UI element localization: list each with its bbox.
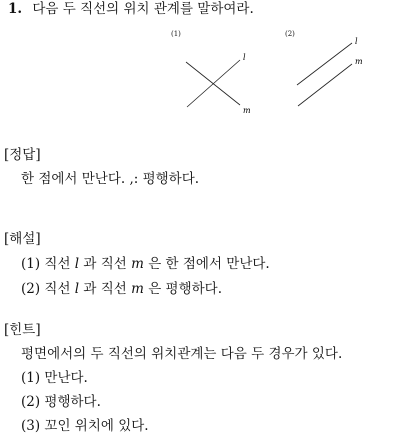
hint-item-3: (3) 꼬인 위치에 있다. xyxy=(21,418,149,434)
hint-intro: 평면에서의 두 직선의 위치관계는 다음 두 경우가 있다. xyxy=(21,346,343,362)
figure-label-1: (1) xyxy=(171,30,181,38)
hint-item-2: (2) 평행하다. xyxy=(21,394,101,410)
solution-line-1 xyxy=(21,255,270,273)
solution-line-2-prefix: (2) 직선 xyxy=(21,281,75,297)
solution-line-1-var-l: l xyxy=(74,256,80,272)
solution-line-1-mid: 과 직선 xyxy=(79,256,132,272)
solution-line-1-prefix: (1) 직선 xyxy=(21,256,75,272)
figure1-label-m: m xyxy=(243,106,251,115)
hint-item-1: (1) 만난다. xyxy=(21,370,88,386)
figure1-label-l: l xyxy=(243,53,246,62)
solution-line-1-suffix: 은 한 점에서 만난다. xyxy=(143,256,270,272)
solution-line-1-var-m: m xyxy=(131,256,144,272)
hint-heading: [힌트] xyxy=(4,322,41,338)
figure2-label-l: l xyxy=(355,37,358,46)
answer-heading: [정답] xyxy=(4,147,41,163)
solution-line-2-mid: 과 직선 xyxy=(79,281,132,297)
solution-heading: [해설] xyxy=(4,231,41,247)
answer-text: 한 점에서 만난다. ,: 평행하다. xyxy=(21,171,200,187)
solution-line-2-var-l: l xyxy=(74,281,80,297)
solution-line-2-suffix: 은 평행하다. xyxy=(143,281,223,297)
problem-text: 다음 두 직선의 위치 관계를 말하여라. xyxy=(32,1,254,17)
figure2-line-l xyxy=(297,43,352,85)
figure2-label-m: m xyxy=(355,57,363,66)
solution-line-2 xyxy=(21,280,222,298)
figure1-line-m xyxy=(186,62,240,105)
figure2-line-m xyxy=(298,64,352,106)
solution-line-2-var-m: m xyxy=(131,281,144,297)
figure-label-2: (2) xyxy=(285,30,295,38)
problem-number: 1. xyxy=(8,1,23,17)
